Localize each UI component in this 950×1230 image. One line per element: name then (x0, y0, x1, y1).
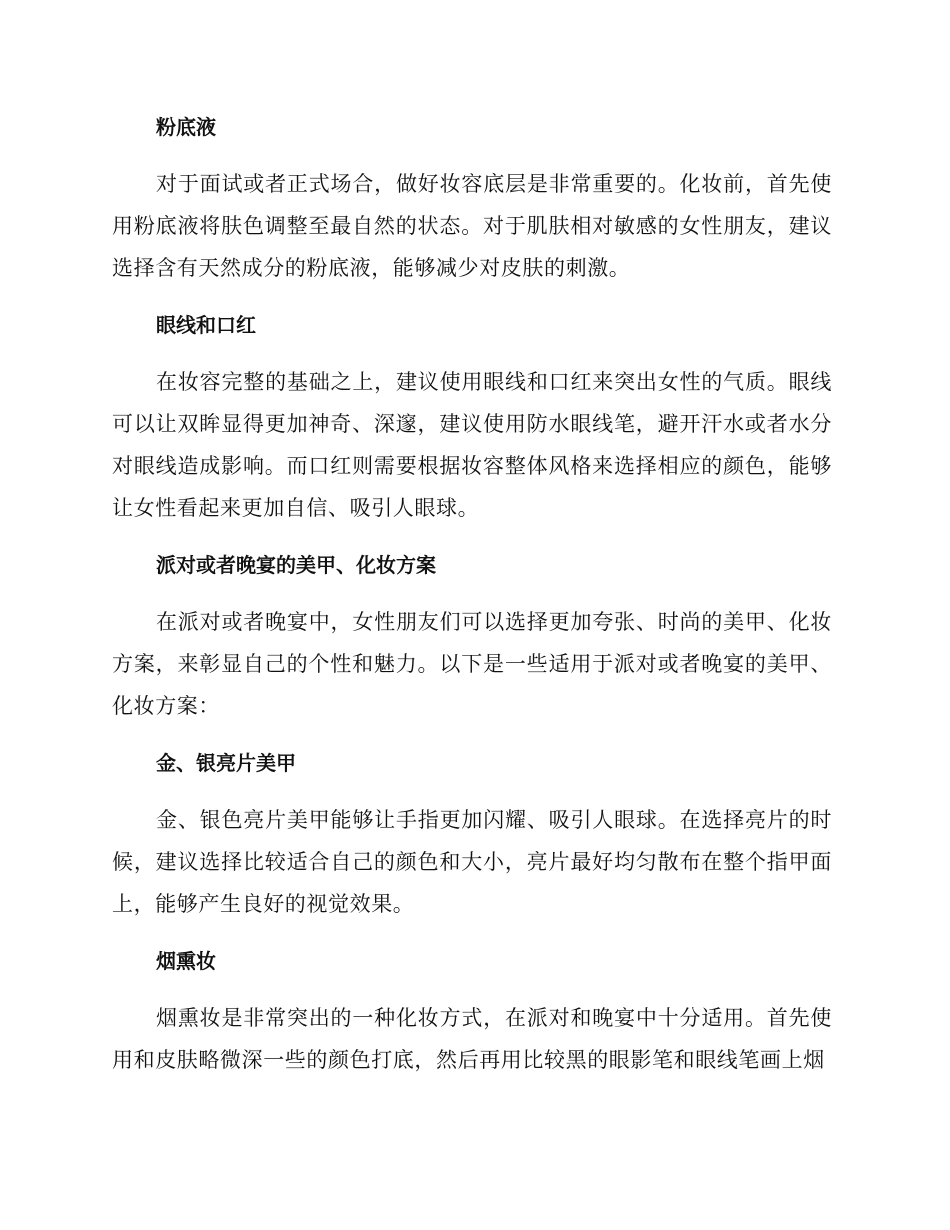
section-smoky-eyes (112, 942, 832, 1081)
section-heading: 烟熏妆 (156, 949, 216, 973)
section-heading: 派对或者晚宴的美甲、化妆方案 (156, 553, 436, 577)
section-heading: 金、银亮片美甲 (156, 751, 296, 775)
section-paragraph: 金、银色亮片美甲能够让手指更加闪耀、吸引人眼球。在选择亮片的时候，建议选择比较适合自己的颜色和大小，亮片最好均匀散布在整个指甲面上，能够产生良好的视觉效果。 (112, 808, 832, 916)
section-party-plan (112, 546, 832, 727)
section-foundation (112, 108, 832, 289)
section-heading: 眼线和口红 (156, 313, 256, 337)
section-glitter-nails (112, 744, 832, 925)
section-paragraph: 烟熏妆是非常突出的一种化妆方式，在派对和晚宴中十分适用。首先使用和皮肤略微深一些的颜色打底，然后再用比较黑的眼影笔和眼线笔画上烟 (112, 1006, 832, 1072)
section-eyeliner-lipstick (112, 306, 832, 529)
document-page (112, 108, 832, 1098)
section-heading: 粉底液 (156, 115, 216, 139)
section-paragraph: 在派对或者晚宴中，女性朋友们可以选择更加夸张、时尚的美甲、化妆方案，来彰显自己的个性和魅力。以下是一些适用于派对或者晚宴的美甲、化妆方案： (112, 610, 832, 718)
section-paragraph: 对于面试或者正式场合，做好妆容底层是非常重要的。化妆前，首先使用粉底液将肤色调整至最自然的状态。对于肌肤相对敏感的女性朋友，建议选择含有天然成分的粉底液，能够减少对皮肤的刺激。 (112, 172, 832, 280)
section-paragraph: 在妆容完整的基础之上，建议使用眼线和口红来突出女性的气质。眼线可以让双眸显得更加神奇、深邃，建议使用防水眼线笔，避开汗水或者水分对眼线造成影响。而口红则需要根据妆容整体风格来选择相应的颜色，能够让女性看起来更加自信、吸引人眼球。 (112, 370, 832, 520)
